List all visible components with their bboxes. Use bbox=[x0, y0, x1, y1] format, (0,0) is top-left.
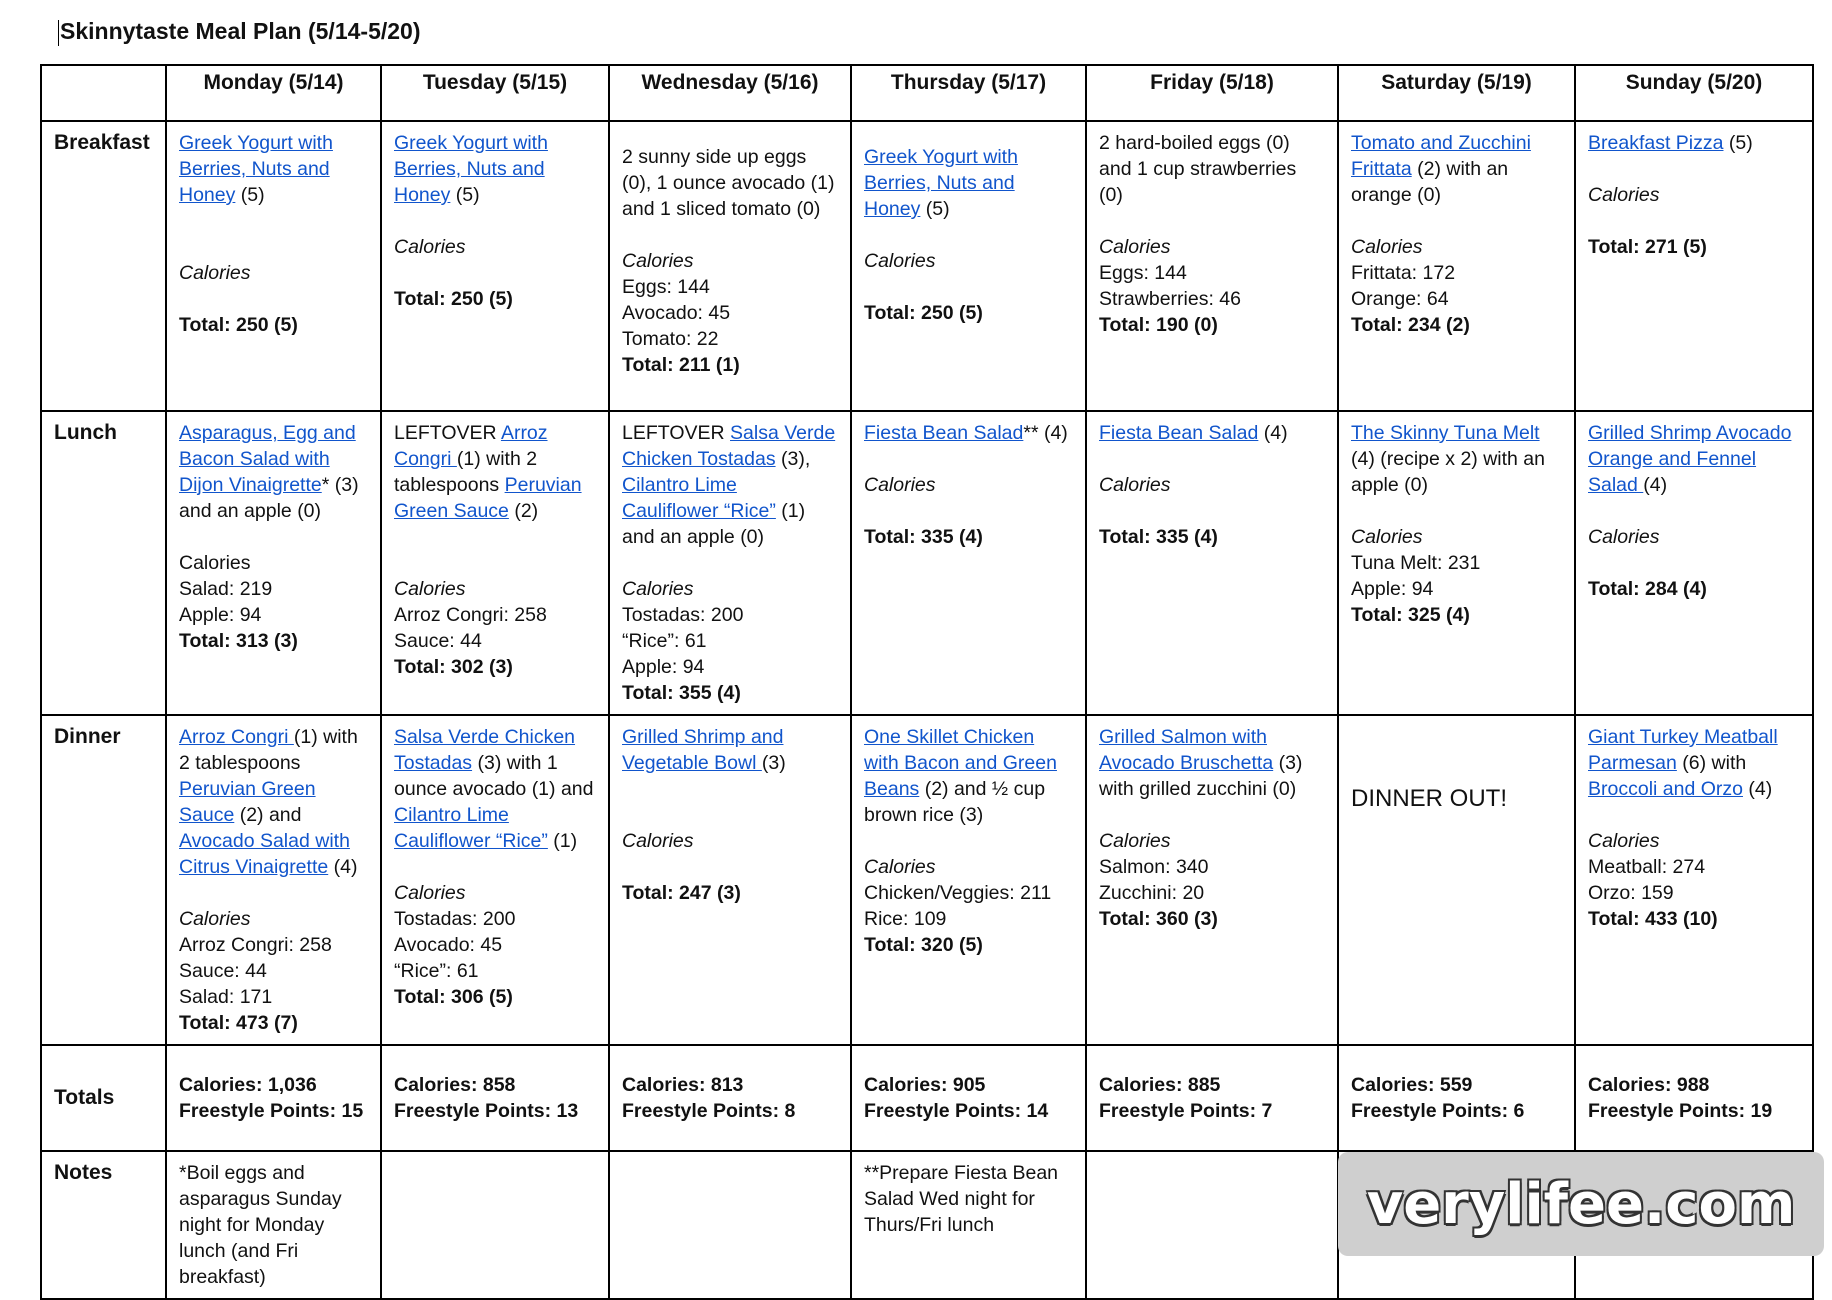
recipe-link[interactable]: One Skillet Chicken with Bacon and Green Beans bbox=[864, 726, 1057, 800]
breakfast-mon bbox=[166, 121, 381, 411]
recipe-link[interactable]: Giant Turkey Meatball Parmesan bbox=[1588, 726, 1778, 774]
meal-description: (1) with 2 tablespoons bbox=[179, 726, 358, 774]
calories-label: Calories bbox=[179, 552, 251, 574]
calorie-item: Orange: 64 bbox=[1351, 288, 1449, 310]
recipe-link[interactable]: Tomato and Zucchini bbox=[1351, 132, 1531, 154]
meal-description: (4) (recipe x 2) with an apple (0) bbox=[1351, 448, 1545, 496]
meal-total: Total: 250 (5) bbox=[394, 288, 513, 310]
totals-tue bbox=[381, 1045, 609, 1151]
calories-label: Calories bbox=[179, 908, 251, 930]
dinner-mon bbox=[166, 715, 381, 1045]
totals-fri bbox=[1086, 1045, 1338, 1151]
calorie-item: Strawberries: 46 bbox=[1099, 288, 1241, 310]
recipe-link[interactable]: Arroz Congri bbox=[179, 726, 294, 748]
recipe-link[interactable]: Fiesta Bean Salad bbox=[1099, 422, 1259, 444]
dinner-sat bbox=[1338, 715, 1575, 1045]
calories-label: Calories bbox=[1099, 236, 1171, 258]
calories-label: Calories bbox=[864, 250, 936, 272]
day-header-tue: Tuesday (5/15) bbox=[381, 65, 609, 121]
breakfast-thu bbox=[851, 121, 1086, 411]
lunch-row bbox=[41, 411, 1813, 715]
points: (5) bbox=[450, 184, 480, 206]
recipe-link[interactable]: Fiesta Bean Salad bbox=[864, 422, 1024, 444]
row-label-dinner: Dinner bbox=[41, 715, 166, 1045]
meal-total: Total: 234 (2) bbox=[1351, 314, 1470, 336]
notes-mon: *Boil eggs and asparagus Sunday night for Monday lunch (and Fri breakfast) bbox=[166, 1151, 381, 1299]
calories-label: Calories bbox=[622, 578, 694, 600]
calorie-item: Tostadas: 200 bbox=[622, 604, 744, 626]
meal-total: Total: 250 (5) bbox=[864, 302, 983, 324]
meal-description: (3), bbox=[775, 448, 811, 470]
daily-points: Freestyle Points: 19 bbox=[1588, 1100, 1773, 1122]
meal-description: (2) with an orange (0) bbox=[1351, 158, 1509, 206]
calories-label: Calories bbox=[1351, 526, 1423, 548]
meal-description: (1) with 2 tablespoons bbox=[394, 448, 538, 496]
daily-calories: Calories: 885 bbox=[1099, 1074, 1221, 1096]
points: (5) bbox=[1723, 132, 1753, 154]
lunch-tue bbox=[381, 411, 609, 715]
meal-total: Total: 302 (3) bbox=[394, 656, 513, 678]
calorie-item: Apple: 94 bbox=[622, 656, 705, 678]
calorie-item: Sauce: 44 bbox=[179, 960, 267, 982]
daily-calories: Calories: 988 bbox=[1588, 1074, 1710, 1096]
lunch-wed bbox=[609, 411, 851, 715]
points: (4) bbox=[328, 856, 358, 878]
row-label-breakfast: Breakfast bbox=[41, 121, 166, 411]
notes-wed bbox=[609, 1151, 851, 1299]
calorie-item: Orzo: 159 bbox=[1588, 882, 1674, 904]
meal-total: Total: 335 (4) bbox=[1099, 526, 1218, 548]
breakfast-sat bbox=[1338, 121, 1575, 411]
daily-points: Freestyle Points: 8 bbox=[622, 1100, 796, 1122]
day-header-fri: Friday (5/18) bbox=[1086, 65, 1338, 121]
day-header-thu: Thursday (5/17) bbox=[851, 65, 1086, 121]
recipe-link[interactable]: Cilantro Lime Cauliflower “Rice” bbox=[394, 804, 548, 852]
breakfast-wed bbox=[609, 121, 851, 411]
calories-label: Calories bbox=[179, 262, 251, 284]
meal-total: Total: 360 (3) bbox=[1099, 908, 1218, 930]
calorie-item: Salmon: 340 bbox=[1099, 856, 1209, 878]
dinner-row bbox=[41, 715, 1813, 1045]
calorie-item: Tomato: 22 bbox=[622, 328, 719, 350]
calorie-item: Arroz Congri: 258 bbox=[179, 934, 332, 956]
recipe-link[interactable]: The Skinny Tuna Melt bbox=[1351, 422, 1540, 444]
calorie-item: Salad: 219 bbox=[179, 578, 273, 600]
totals-mon bbox=[166, 1045, 381, 1151]
calories-label: Calories bbox=[1588, 526, 1660, 548]
daily-points: Freestyle Points: 14 bbox=[864, 1100, 1049, 1122]
lunch-sun bbox=[1575, 411, 1813, 715]
calorie-item: Tuna Melt: 231 bbox=[1351, 552, 1481, 574]
document-title bbox=[58, 18, 421, 46]
totals-row bbox=[41, 1045, 1813, 1151]
recipe-link[interactable]: Cilantro Lime Cauliflower “Rice” bbox=[622, 474, 776, 522]
text-cursor bbox=[58, 20, 59, 46]
calories-label: Calories bbox=[1351, 236, 1423, 258]
totals-wed bbox=[609, 1045, 851, 1151]
leftover-prefix: LEFTOVER bbox=[622, 422, 731, 444]
meal-total: Total: 250 (5) bbox=[179, 314, 298, 336]
meal-description: (3) with grilled zucchini (0) bbox=[1099, 752, 1303, 800]
totals-sun bbox=[1575, 1045, 1813, 1151]
notes-fri bbox=[1086, 1151, 1338, 1299]
calorie-item: Eggs: 144 bbox=[622, 276, 710, 298]
calorie-item: Apple: 94 bbox=[1351, 578, 1434, 600]
calorie-item: Apple: 94 bbox=[179, 604, 262, 626]
recipe-link[interactable]: Peruvian Green Sauce bbox=[394, 474, 582, 522]
calorie-item: Frittata: 172 bbox=[1351, 262, 1456, 284]
breakfast-fri bbox=[1086, 121, 1338, 411]
daily-points: Freestyle Points: 15 bbox=[179, 1100, 364, 1122]
meal-total: Total: 313 (3) bbox=[179, 630, 298, 652]
dinner-wed bbox=[609, 715, 851, 1045]
points: ** (4) bbox=[1023, 422, 1068, 444]
daily-calories: Calories: 1,036 bbox=[179, 1074, 317, 1096]
calories-label: Calories bbox=[394, 882, 466, 904]
meal-total: Total: 284 (4) bbox=[1588, 578, 1707, 600]
calorie-item: Chicken/Veggies: 211 bbox=[864, 882, 1052, 904]
meal-total: Total: 271 (5) bbox=[1588, 236, 1707, 258]
recipe-link[interactable]: Broccoli and Orzo bbox=[1588, 778, 1743, 800]
recipe-link[interactable]: Avocado Salad with Citrus Vinaigrette bbox=[179, 830, 350, 878]
daily-calories: Calories: 813 bbox=[622, 1074, 744, 1096]
calorie-item: Salad: 171 bbox=[179, 986, 273, 1008]
meal-total: Total: 247 (3) bbox=[622, 882, 741, 904]
recipe-link[interactable]: Grilled Shrimp Avocado Orange and Fennel Salad bbox=[1588, 422, 1792, 496]
meal-total: Total: 335 (4) bbox=[864, 526, 983, 548]
meal-description: (6) with bbox=[1676, 752, 1747, 774]
document-title-text: Skinnytaste Meal Plan (5/14-5/20) bbox=[60, 18, 421, 44]
recipe-link[interactable]: Breakfast Pizza bbox=[1588, 132, 1724, 154]
calorie-item: Eggs: 144 bbox=[1099, 262, 1187, 284]
calorie-item: Avocado: 45 bbox=[394, 934, 503, 956]
dinner-out-text: DINNER OUT! bbox=[1351, 785, 1507, 812]
points: (3) bbox=[761, 752, 786, 774]
meal-total: Total: 473 (7) bbox=[179, 1012, 298, 1034]
recipe-link[interactable]: Greek Yogurt with Berries, Nuts and Honey bbox=[864, 146, 1018, 220]
calorie-item: Arroz Congri: 258 bbox=[394, 604, 547, 626]
meal-description: (2) and ½ cup brown rice (3) bbox=[864, 778, 1046, 826]
meal-description: (3) with 1 ounce avocado (1) and bbox=[394, 752, 594, 800]
points: (5) bbox=[920, 198, 950, 220]
calorie-item: Meatball: 274 bbox=[1588, 856, 1706, 878]
calories-label: Calories bbox=[864, 856, 936, 878]
recipe-link[interactable]: Frittata bbox=[1351, 158, 1412, 180]
meal-total: Total: 433 (10) bbox=[1588, 908, 1718, 930]
recipe-link[interactable]: Salsa Verde Chicken Tostadas bbox=[622, 422, 836, 470]
calories-label: Calories bbox=[622, 830, 694, 852]
recipe-link[interactable]: Grilled Shrimp and Vegetable Bowl bbox=[622, 726, 784, 774]
calories-label: Calories bbox=[1099, 474, 1171, 496]
day-header-mon: Monday (5/14) bbox=[166, 65, 381, 121]
calorie-item: Sauce: 44 bbox=[394, 630, 482, 652]
day-header-sat: Saturday (5/19) bbox=[1338, 65, 1575, 121]
calorie-item: Tostadas: 200 bbox=[394, 908, 516, 930]
daily-calories: Calories: 858 bbox=[394, 1074, 516, 1096]
totals-thu bbox=[851, 1045, 1086, 1151]
meal-plan-table bbox=[40, 64, 1814, 1300]
meal-description: (1) and an apple (0) bbox=[622, 500, 806, 548]
meal-description: * (3) and an apple (0) bbox=[179, 474, 359, 522]
watermark-badge bbox=[1338, 1152, 1824, 1256]
dinner-sun bbox=[1575, 715, 1813, 1045]
meal-description: 2 sunny side up eggs (0), 1 ounce avocado (1) and 1 sliced tomato (0) bbox=[622, 146, 835, 220]
breakfast-tue bbox=[381, 121, 609, 411]
meal-total: Total: 325 (4) bbox=[1351, 604, 1470, 626]
header-row bbox=[41, 65, 1813, 121]
meal-total: Total: 320 (5) bbox=[864, 934, 983, 956]
calories-label: Calories bbox=[1588, 184, 1660, 206]
recipe-link[interactable]: Salsa Verde Chicken Tostadas bbox=[394, 726, 576, 774]
calorie-item: “Rice”: 61 bbox=[622, 630, 707, 652]
lunch-mon bbox=[166, 411, 381, 715]
calories-label: Calories bbox=[394, 236, 466, 258]
calorie-item: Rice: 109 bbox=[864, 908, 947, 930]
calories-label: Calories bbox=[864, 474, 936, 496]
recipe-link[interactable]: Greek Yogurt with Berries, Nuts and Honey bbox=[179, 132, 333, 206]
points: (4) bbox=[1742, 778, 1773, 800]
lunch-fri bbox=[1086, 411, 1338, 715]
row-label-notes: Notes bbox=[41, 1151, 166, 1299]
calorie-item: Avocado: 45 bbox=[622, 302, 731, 324]
meal-total: Total: 211 (1) bbox=[622, 354, 740, 376]
leftover-prefix: LEFTOVER bbox=[394, 422, 501, 444]
breakfast-row bbox=[41, 121, 1813, 411]
points: (1) bbox=[547, 830, 578, 852]
daily-points: Freestyle Points: 13 bbox=[394, 1100, 579, 1122]
dinner-tue bbox=[381, 715, 609, 1045]
calorie-item: Zucchini: 20 bbox=[1099, 882, 1205, 904]
calories-label: Calories bbox=[1099, 830, 1171, 852]
daily-points: Freestyle Points: 6 bbox=[1351, 1100, 1525, 1122]
points: (4) bbox=[1258, 422, 1288, 444]
recipe-link[interactable]: Grilled Salmon with Avocado Bruschetta bbox=[1099, 726, 1274, 774]
recipe-link[interactable]: Greek Yogurt with Berries, Nuts and Honey bbox=[394, 132, 548, 206]
points: (5) bbox=[235, 184, 265, 206]
points: (2) bbox=[508, 500, 539, 522]
meal-total: Total: 306 (5) bbox=[394, 986, 513, 1008]
lunch-sat bbox=[1338, 411, 1575, 715]
notes-tue bbox=[381, 1151, 609, 1299]
row-label-lunch: Lunch bbox=[41, 411, 166, 715]
row-label-totals: Totals bbox=[41, 1045, 166, 1151]
day-header-sun: Sunday (5/20) bbox=[1575, 65, 1813, 121]
watermark-text: verylifee.com bbox=[1366, 1171, 1796, 1237]
recipe-link[interactable]: Arroz Congri bbox=[394, 422, 548, 470]
meal-total: Total: 355 (4) bbox=[622, 682, 741, 704]
calories-label: Calories bbox=[394, 578, 466, 600]
meal-total: Total: 190 (0) bbox=[1099, 314, 1218, 336]
calories-label: Calories bbox=[1588, 830, 1660, 852]
points: (4) bbox=[1643, 474, 1668, 496]
recipe-link[interactable]: Peruvian Green Sauce bbox=[179, 778, 316, 826]
totals-sat bbox=[1338, 1045, 1575, 1151]
meal-description: (2) and bbox=[234, 804, 302, 826]
daily-calories: Calories: 905 bbox=[864, 1074, 986, 1096]
day-header-wed: Wednesday (5/16) bbox=[609, 65, 851, 121]
dinner-fri bbox=[1086, 715, 1338, 1045]
daily-points: Freestyle Points: 7 bbox=[1099, 1100, 1273, 1122]
calorie-item: “Rice”: 61 bbox=[394, 960, 479, 982]
corner-cell bbox=[41, 65, 166, 121]
lunch-thu bbox=[851, 411, 1086, 715]
recipe-link[interactable]: Asparagus, Egg and Bacon Salad with Dijon Vinaigrette bbox=[179, 422, 356, 496]
daily-calories: Calories: 559 bbox=[1351, 1074, 1473, 1096]
calories-label: Calories bbox=[622, 250, 694, 272]
dinner-thu bbox=[851, 715, 1086, 1045]
breakfast-sun bbox=[1575, 121, 1813, 411]
notes-thu: **Prepare Fiesta Bean Salad Wed night for Thurs/Fri lunch bbox=[851, 1151, 1086, 1299]
meal-description: 2 hard-boiled eggs (0) and 1 cup strawberries (0) bbox=[1099, 132, 1297, 206]
